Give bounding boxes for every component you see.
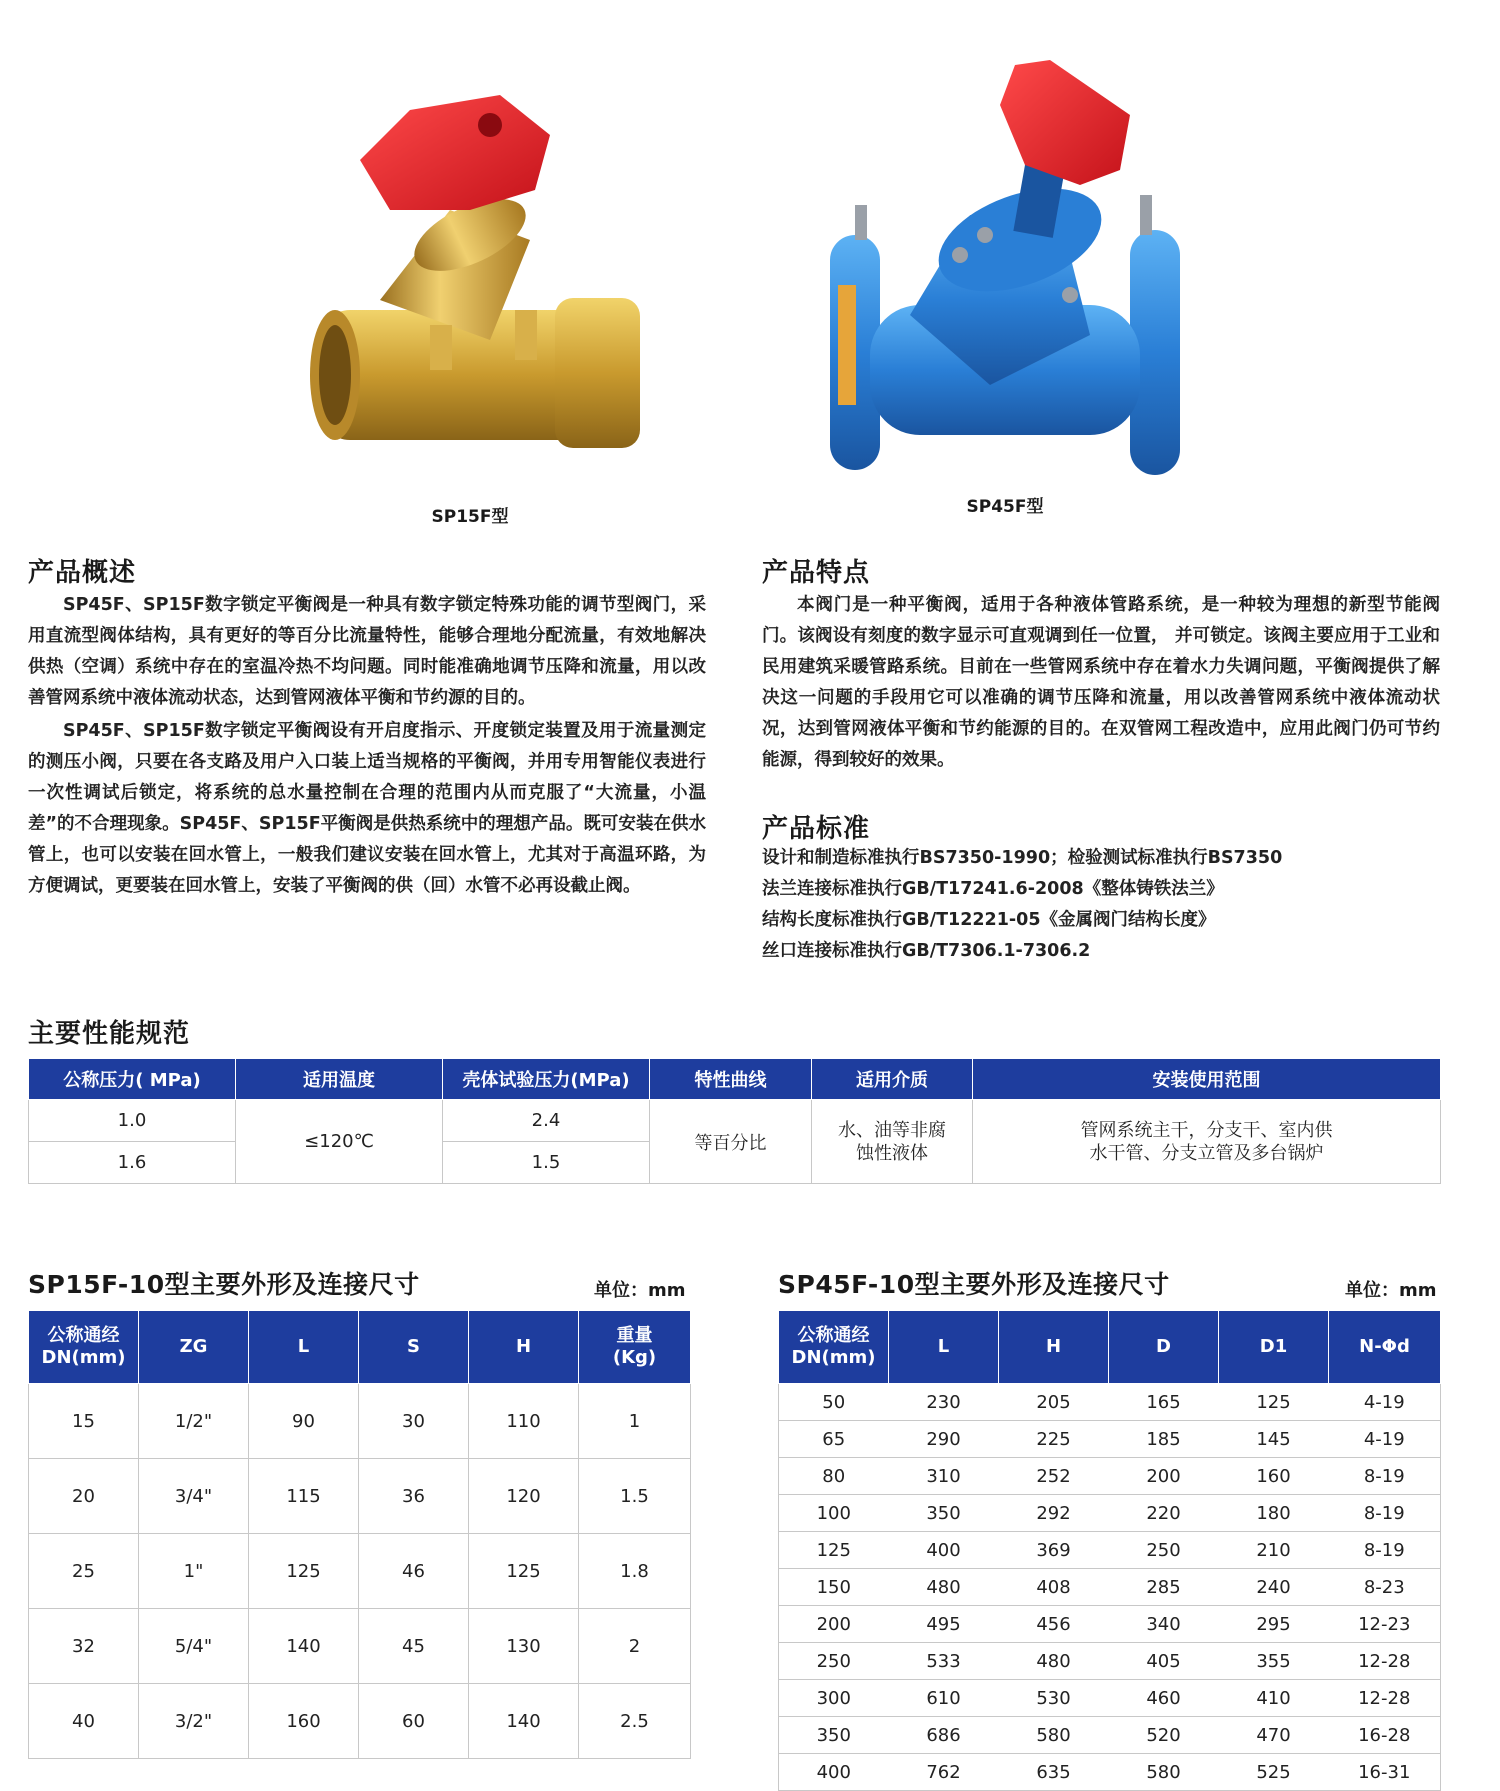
table-cell: 295 [1219, 1606, 1329, 1643]
table-row [779, 1643, 1441, 1680]
table-cell: 8-19 [1329, 1532, 1441, 1569]
product-caption-sp45f: SP45F型 [966, 497, 1044, 517]
table-cell: 205 [999, 1384, 1109, 1421]
table-cell: 180 [1219, 1495, 1329, 1532]
standard-line: 结构长度标准执行GB/T12221-05《金属阀门结构长度》 [762, 910, 1216, 930]
table-row [779, 1421, 1441, 1458]
header-line: 重量 [616, 1325, 653, 1346]
column-header: N-Φd [1329, 1311, 1441, 1384]
header-line: (Kg) [612, 1347, 657, 1368]
table-cell: 762 [889, 1754, 999, 1791]
table-cell: 405 [1109, 1643, 1219, 1680]
table-cell: 40 [29, 1684, 139, 1759]
table-cell: 140 [249, 1609, 359, 1684]
table-cell: 60 [359, 1684, 469, 1759]
table-cell: 120 [469, 1459, 579, 1534]
table-cell: 45 [359, 1609, 469, 1684]
table-cell: 456 [999, 1606, 1109, 1643]
overview-text [28, 590, 706, 902]
table-row [779, 1717, 1441, 1754]
spec-heading: 主要性能规范 [28, 1019, 191, 1049]
table-cell: 290 [889, 1421, 999, 1458]
table-cell: 36 [359, 1459, 469, 1534]
column-header-weight [579, 1311, 691, 1384]
table-cell: 230 [889, 1384, 999, 1421]
table-cell: 16-28 [1329, 1717, 1441, 1754]
column-header: D [1109, 1311, 1219, 1384]
flanged-balancing-valve-icon [820, 55, 1200, 485]
header-line: 公称通经 [47, 1325, 120, 1346]
table-row [29, 1459, 691, 1534]
table-cell: 125 [249, 1534, 359, 1609]
overview-paragraph-2: SP45F、SP15F数字锁定平衡阀设有开启度指示、开度锁定装置及用于流量测定的测压小阀，只要在各支路及用户入口装上适当规格的平衡阀，并用专用智能仪表进行一次性调试后锁定，将系统的总水量控制在合理的范围内从而克服了“大流量，小温差”的不合理现象。SP45F、SP15F平衡阀是供热系统中的理想产品。既可安装在供水管上，也可以安装在回水管上，一般我们建议安装在回水管上，尤其对于高温环路，为方便调试，更要装在回水管上，安装了平衡阀的供（回）水管不必再设截止阀。 [28, 721, 706, 896]
table-cell: 2 [579, 1609, 691, 1684]
table-cell: 80 [779, 1458, 889, 1495]
table-cell: 520 [1109, 1717, 1219, 1754]
table-cell: 4-19 [1329, 1421, 1441, 1458]
features-paragraph: 本阀门是一种平衡阀，适用于各种液体管路系统，是一种较为理想的新型节能阀门。该阀设有刻度的数字显示可直观调到任一位置， 并可锁定。该阀主要应用于工业和民用建筑采暖管路系统。目前在一些管网系统中存在着水力失调问题，平衡阀提供了解决这一问题的手段用它可以准确的调节压降和流量，用以改善管网系统中液体流动状况，达到管网液体平衡和节约能源的目的。在双管网工程改造中，应用此阀门仍可节约能源，得到较好的效果。 [762, 595, 1440, 770]
table-cell: 240 [1219, 1569, 1329, 1606]
header-line: 公称通经 [797, 1325, 870, 1346]
table-cell: 580 [1109, 1754, 1219, 1791]
table-cell: 15 [29, 1384, 139, 1459]
table-row [779, 1458, 1441, 1495]
table-row [779, 1606, 1441, 1643]
table-cell: 8-19 [1329, 1458, 1441, 1495]
table-cell: 1" [139, 1534, 249, 1609]
table-cell: 530 [999, 1680, 1109, 1717]
table-header-row [29, 1311, 691, 1384]
temperature-cell: ≤120℃ [236, 1100, 443, 1184]
table-cell: 525 [1219, 1754, 1329, 1791]
scope-line: 水干管、分支立管及多台锅炉 [1089, 1142, 1324, 1164]
pressure-cell: 1.0 [29, 1100, 236, 1142]
test-pressure-cell: 2.4 [443, 1100, 650, 1142]
table-cell: 480 [889, 1569, 999, 1606]
table-cell: 580 [999, 1717, 1109, 1754]
table-cell: 200 [1109, 1458, 1219, 1495]
table-cell: 355 [1219, 1643, 1329, 1680]
table-cell: 12-28 [1329, 1680, 1441, 1717]
table-cell: 185 [1109, 1421, 1219, 1458]
table-cell: 90 [249, 1384, 359, 1459]
pressure-cell: 1.6 [29, 1142, 236, 1184]
medium-line: 蚀性液体 [856, 1142, 928, 1164]
table1-title: SP15F-10型主要外形及连接尺寸 [28, 1270, 420, 1299]
table-cell: 369 [999, 1532, 1109, 1569]
table-cell: 100 [779, 1495, 889, 1532]
standard-line: 丝口连接标准执行GB/T7306.1-7306.2 [762, 941, 1091, 961]
column-header-dn [29, 1311, 139, 1384]
scope-cell [973, 1100, 1441, 1184]
table-cell: 252 [999, 1458, 1109, 1495]
column-header: 安装使用范围 [973, 1059, 1441, 1100]
table-cell: 410 [1219, 1680, 1329, 1717]
table-cell: 8-23 [1329, 1569, 1441, 1606]
table-cell: 65 [779, 1421, 889, 1458]
column-header: L [249, 1311, 359, 1384]
table-cell: 533 [889, 1643, 999, 1680]
scope-line: 管网系统主干，分支干、室内供 [1080, 1119, 1333, 1141]
table-cell: 400 [779, 1754, 889, 1791]
table-cell: 635 [999, 1754, 1109, 1791]
table-cell: 1.5 [579, 1459, 691, 1534]
table-cell: 285 [1109, 1569, 1219, 1606]
table-cell: 12-28 [1329, 1643, 1441, 1680]
table-cell: 220 [1109, 1495, 1219, 1532]
table-cell: 460 [1109, 1680, 1219, 1717]
table-cell: 165 [1109, 1384, 1219, 1421]
header-line: DN(mm) [791, 1347, 876, 1368]
column-header: 公称压力( MPa) [29, 1059, 236, 1100]
column-header: H [999, 1311, 1109, 1384]
brass-balancing-valve-icon [300, 40, 680, 480]
table-row [29, 1609, 691, 1684]
table-cell: 470 [1219, 1717, 1329, 1754]
table-header-row [779, 1311, 1441, 1384]
column-header: D1 [1219, 1311, 1329, 1384]
table-cell: 3/4" [139, 1459, 249, 1534]
table-cell: 350 [779, 1717, 889, 1754]
table-cell: 30 [359, 1384, 469, 1459]
column-header: 适用温度 [236, 1059, 443, 1100]
overview-heading: 产品概述 [28, 558, 137, 588]
table-cell: 292 [999, 1495, 1109, 1532]
table-cell: 480 [999, 1643, 1109, 1680]
table-cell: 16-31 [1329, 1754, 1441, 1791]
standard-line: 设计和制造标准执行BS7350-1990；检验测试标准执行BS7350 [762, 848, 1283, 868]
table-cell: 408 [999, 1569, 1109, 1606]
column-header-dn [779, 1311, 889, 1384]
column-header: S [359, 1311, 469, 1384]
table-cell: 160 [1219, 1458, 1329, 1495]
table-row [779, 1754, 1441, 1791]
table-cell: 4-19 [1329, 1384, 1441, 1421]
table-cell: 12-23 [1329, 1606, 1441, 1643]
table-cell: 2.5 [579, 1684, 691, 1759]
column-header: 壳体试验压力(MPa) [443, 1059, 650, 1100]
table-cell: 20 [29, 1459, 139, 1534]
spec-table [28, 1058, 1441, 1184]
table-cell: 1 [579, 1384, 691, 1459]
table2-unit: 单位：mm [1345, 1280, 1437, 1301]
table-cell: 1.8 [579, 1534, 691, 1609]
table-cell: 32 [29, 1609, 139, 1684]
table-row [29, 1100, 1441, 1142]
table-cell: 125 [1219, 1384, 1329, 1421]
table-row [779, 1495, 1441, 1532]
standards-heading: 产品标准 [762, 814, 871, 844]
table-row [29, 1534, 691, 1609]
table-cell: 115 [249, 1459, 359, 1534]
table-cell: 210 [1219, 1532, 1329, 1569]
product-caption-sp15f: SP15F型 [431, 507, 509, 527]
table-cell: 125 [779, 1532, 889, 1569]
table-cell: 125 [469, 1534, 579, 1609]
table-cell: 686 [889, 1717, 999, 1754]
table-cell: 200 [779, 1606, 889, 1643]
table-row [779, 1384, 1441, 1421]
medium-cell [812, 1100, 973, 1184]
table-cell: 225 [999, 1421, 1109, 1458]
table-cell: 8-19 [1329, 1495, 1441, 1532]
standards-list [762, 843, 1442, 967]
table1 [28, 1310, 691, 1759]
table-cell: 495 [889, 1606, 999, 1643]
table-cell: 400 [889, 1532, 999, 1569]
column-header: 特性曲线 [650, 1059, 812, 1100]
table2 [778, 1310, 1441, 1791]
header-line: DN(mm) [41, 1347, 126, 1368]
table-cell: 310 [889, 1458, 999, 1495]
table-cell: 110 [469, 1384, 579, 1459]
table-cell: 5/4" [139, 1609, 249, 1684]
table-cell: 350 [889, 1495, 999, 1532]
table-cell: 340 [1109, 1606, 1219, 1643]
features-text [762, 590, 1440, 776]
table-row [29, 1684, 691, 1759]
features-heading: 产品特点 [762, 558, 871, 588]
table-cell: 130 [469, 1609, 579, 1684]
table-cell: 1/2" [139, 1384, 249, 1459]
column-header: ZG [139, 1311, 249, 1384]
table-row [779, 1569, 1441, 1606]
table-cell: 25 [29, 1534, 139, 1609]
table-cell: 46 [359, 1534, 469, 1609]
table-cell: 3/2" [139, 1684, 249, 1759]
table-cell: 160 [249, 1684, 359, 1759]
table-row [29, 1384, 691, 1459]
standard-line: 法兰连接标准执行GB/T17241.6-2008《整体铸铁法兰》 [762, 879, 1224, 899]
column-header: H [469, 1311, 579, 1384]
table-cell: 610 [889, 1680, 999, 1717]
table-cell: 50 [779, 1384, 889, 1421]
table-cell: 150 [779, 1569, 889, 1606]
table-cell: 145 [1219, 1421, 1329, 1458]
table1-unit: 单位：mm [594, 1280, 686, 1301]
column-header: 适用介质 [812, 1059, 973, 1100]
column-header: L [889, 1311, 999, 1384]
table-cell: 140 [469, 1684, 579, 1759]
table-row [779, 1680, 1441, 1717]
table-cell: 250 [779, 1643, 889, 1680]
table-cell: 300 [779, 1680, 889, 1717]
curve-cell: 等百分比 [650, 1100, 812, 1184]
table-cell: 250 [1109, 1532, 1219, 1569]
overview-paragraph-1: SP45F、SP15F数字锁定平衡阀是一种具有数字锁定特殊功能的调节型阀门，采用直流型阀体结构，具有更好的等百分比流量特性，能够合理地分配流量，有效地解决供热（空调）系统中存在的室温冷热不均问题。同时能准确地调节压降和流量，用以改善管网系统中液体流动状态，达到管网液体平衡和节约源的目的。 [28, 595, 706, 708]
table-row [779, 1532, 1441, 1569]
test-pressure-cell: 1.5 [443, 1142, 650, 1184]
table-header-row [29, 1059, 1441, 1100]
table2-title: SP45F-10型主要外形及连接尺寸 [778, 1270, 1170, 1299]
medium-line: 水、油等非腐 [838, 1119, 946, 1141]
